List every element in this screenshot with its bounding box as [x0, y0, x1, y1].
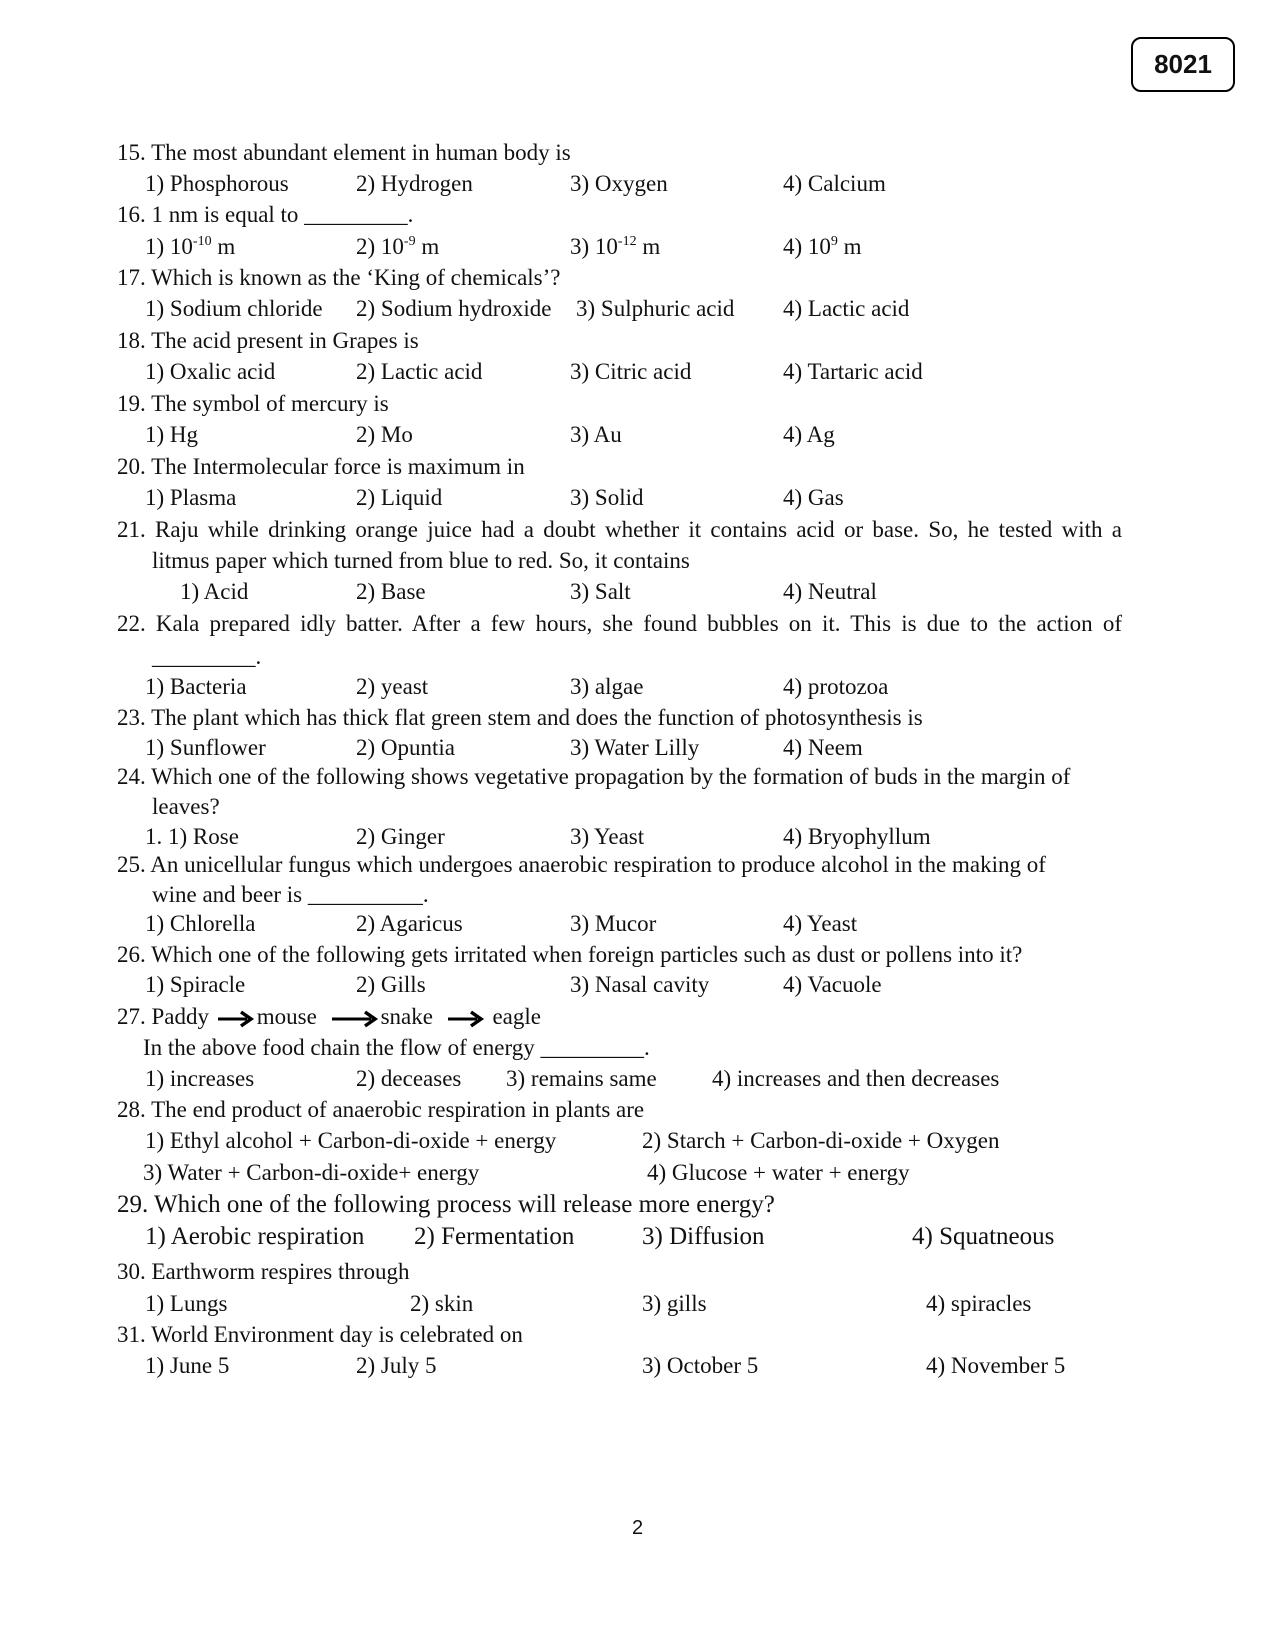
question-18-option-2: 2) Lactic acid [356, 359, 483, 384]
question-26-option-2: 2) Gills [356, 972, 426, 997]
question-30-option-1: 1) Lungs [145, 1291, 228, 1316]
question-27-stem-line-2: In the above food chain the flow of energy _________. [143, 1035, 650, 1060]
paper-code: 8021 [1154, 49, 1212, 79]
question-18-option-4: 4) Tartaric acid [783, 359, 923, 384]
paper-code-box [1131, 37, 1235, 92]
question-15-option-3: 3) Oxygen [570, 171, 668, 196]
question-21-option-2: 2) Base [356, 579, 426, 604]
question-27-option-2: 2) deceases [356, 1066, 462, 1091]
page-number: 2 [631, 1517, 644, 1539]
question-21-option-4: 4) Neutral [783, 579, 877, 604]
question-21-stem-line-1: 21. Raju while drinking orange juice had a doubt whether it contains acid or base. So, he tested with a [117, 517, 1122, 542]
question-17-stem: 17. Which is known as the ‘King of chemicals’? [117, 265, 561, 290]
question-17-option-1: 1) Sodium chloride [145, 296, 323, 321]
question-17-option-3: 3) Sulphuric acid [576, 296, 735, 321]
question-23-option-1: 1) Sunflower [145, 735, 266, 760]
question-22-option-4: 4) protozoa [783, 674, 889, 699]
question-19-stem: 19. The symbol of mercury is [117, 391, 389, 416]
question-18-option-3: 3) Citric acid [570, 359, 692, 384]
question-25-stem-line-1: 25. An unicellular fungus which undergoes anaerobic respiration to produce alcohol in the making of [117, 852, 1046, 877]
question-18-option-1: 1) Oxalic acid [145, 359, 276, 384]
question-15-option-2: 2) Hydrogen [356, 171, 473, 196]
question-24-option-1: 1. 1) Rose [145, 824, 239, 849]
question-28-option-1: 1) Ethyl alcohol + Carbon-di-oxide + energy [145, 1128, 557, 1153]
food-chain-snake: snake [380, 1004, 433, 1029]
question-22-option-2: 2) yeast [356, 674, 429, 699]
question-24-option-3: 3) Yeast [570, 824, 645, 849]
question-26-option-4: 4) Vacuole [783, 972, 882, 997]
question-20-option-3: 3) Solid [570, 485, 644, 510]
question-26-option-3: 3) Nasal cavity [570, 972, 710, 997]
question-15-stem: 15. The most abundant element in human body is [117, 140, 571, 165]
question-24-option-2: 2) Ginger [356, 824, 445, 849]
question-17-option-4: 4) Lactic acid [783, 296, 910, 321]
question-15-option-1: 1) Phosphorous [145, 171, 289, 196]
question-23-option-3: 3) Water Lilly [570, 735, 700, 760]
question-24-option-4: 4) Bryophyllum [783, 824, 931, 849]
question-26-option-1: 1) Spiracle [145, 972, 246, 997]
question-30-stem: 30. Earthworm respires through [117, 1259, 410, 1284]
question-23-option-4: 4) Neem [783, 735, 863, 760]
food-chain-eagle: eagle [492, 1004, 541, 1029]
question-27-option-3: 3) remains same [506, 1066, 657, 1091]
question-19-option-4: 4) Ag [783, 422, 835, 447]
arrow-right-icon [447, 1010, 485, 1028]
question-24-stem-line-2: leaves? [152, 794, 220, 819]
question-31-option-1: 1) June 5 [145, 1353, 230, 1378]
question-22-option-1: 1) Bacteria [145, 674, 247, 699]
question-25-option-4: 4) Yeast [783, 911, 858, 936]
question-25-stem-line-2: wine and beer is __________. [152, 882, 429, 907]
question-19-option-1: 1) Hg [145, 422, 199, 447]
question-20-option-1: 1) Plasma [145, 485, 237, 510]
food-chain-paddy: 27. Paddy [117, 1004, 209, 1029]
question-28-option-4: 4) Glucose + water + energy [647, 1160, 910, 1185]
question-15-option-4: 4) Calcium [783, 171, 886, 196]
question-22-option-3: 3) algae [570, 674, 644, 699]
question-31-stem: 31. World Environment day is celebrated on [117, 1322, 523, 1347]
question-21-stem-line-2: litmus paper which turned from blue to red. So, it contains [152, 548, 690, 573]
question-27-option-4: 4) increases and then decreases [712, 1066, 1000, 1091]
question-25-option-1: 1) Chlorella [145, 911, 256, 936]
question-31-option-4: 4) November 5 [926, 1353, 1066, 1378]
question-29-stem: 29. Which one of the following process will release more energy? [117, 1191, 775, 1218]
question-20-option-4: 4) Gas [783, 485, 844, 510]
question-16-option-2: 2) $10^{-9}$ m [356, 234, 440, 259]
question-19-option-2: 2) Mo [356, 422, 413, 447]
question-18-stem: 18. The acid present in Grapes is [117, 328, 419, 353]
question-29-option-3: 3) Diffusion [642, 1223, 765, 1250]
arrow-right-icon [217, 1010, 255, 1028]
question-29-option-1: 1) Aerobic respiration [145, 1223, 365, 1250]
question-28-option-2: 2) Starch + Carbon-di-oxide + Oxygen [642, 1128, 1000, 1153]
question-16-option-3: 3) $10^{-12}$ m [570, 234, 661, 259]
arrow-right-icon [331, 1010, 379, 1028]
question-17-option-2: 2) Sodium hydroxide [356, 296, 552, 321]
question-27-option-1: 1) increases [145, 1066, 255, 1091]
question-28-stem: 28. The end product of anaerobic respiration in plants are [117, 1097, 645, 1122]
question-23-option-2: 2) Opuntia [356, 735, 456, 760]
question-22-stem-line-2: _________. [152, 644, 262, 669]
question-20-stem: 20. The Intermolecular force is maximum in [117, 454, 525, 479]
question-16-option-1: 1) $10^{-10}$ m [145, 234, 236, 259]
question-21-option-3: 3) Salt [570, 579, 631, 604]
question-16-option-4: 4) $10^9$ m [783, 234, 862, 259]
question-25-option-2: 2) Agaricus [356, 911, 463, 936]
question-20-option-2: 2) Liquid [356, 485, 443, 510]
question-27-food-chain [117, 1003, 541, 1031]
food-chain-mouse: mouse [256, 1004, 317, 1029]
question-30-option-4: 4) spiracles [926, 1291, 1032, 1316]
question-21-option-1: 1) Acid [180, 579, 249, 604]
question-29-option-4: 4) Squatneous [912, 1223, 1055, 1250]
question-25-option-3: 3) Mucor [570, 911, 657, 936]
question-23-stem: 23. The plant which has thick flat green stem and does the function of photosynthesis is [117, 705, 923, 730]
question-31-option-3: 3) October 5 [642, 1353, 759, 1378]
question-31-option-2: 2) July 5 [356, 1353, 437, 1378]
question-24-stem-line-1: 24. Which one of the following shows vegetative propagation by the formation of buds in the margin of [117, 764, 1071, 789]
question-30-option-2: 2) skin [410, 1291, 474, 1316]
question-26-stem: 26. Which one of the following gets irritated when foreign particles such as dust or pollens into it? [117, 942, 1023, 967]
question-28-option-3: 3) Water + Carbon-di-oxide+ energy [143, 1160, 480, 1185]
question-22-stem-line-1: 22. Kala prepared idly batter. After a few hours, she found bubbles on it. This is due to the action of [117, 611, 1122, 636]
question-16-stem: 16. 1 nm is equal to _________. [117, 202, 414, 227]
question-30-option-3: 3) gills [642, 1291, 707, 1316]
question-19-option-3: 3) Au [570, 422, 622, 447]
question-29-option-2: 2) Fermentation [414, 1223, 575, 1250]
